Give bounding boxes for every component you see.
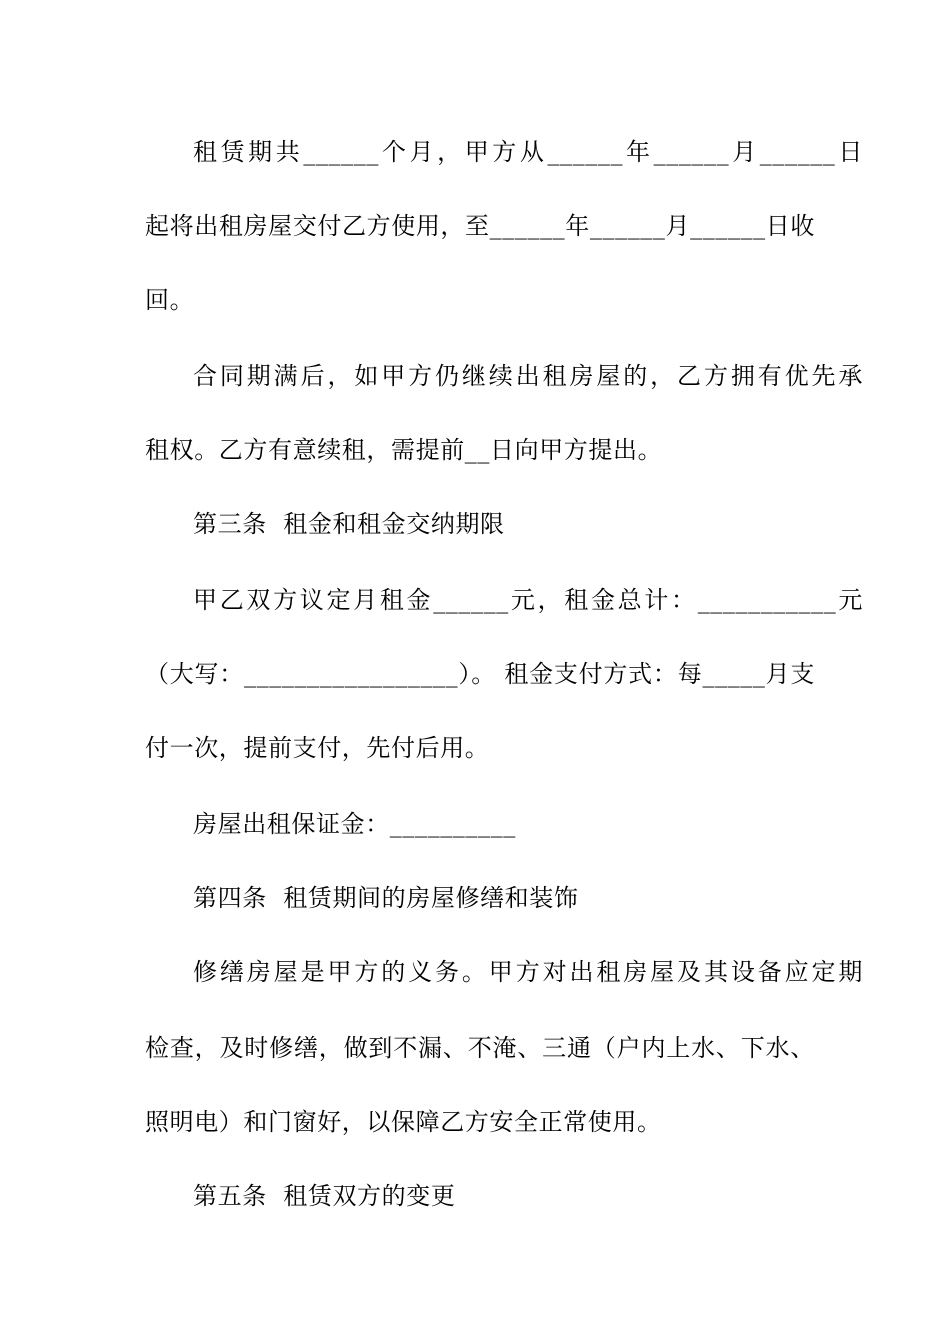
- paragraph-line-inspection: 检查，及时修缮，做到不漏、不淹、三通（户内上水、下水、: [145, 1034, 815, 1062]
- paragraph-line-deposit: 房屋出租保证金：__________: [193, 810, 516, 838]
- paragraph-line-payment-method: 付一次，提前支付，先付后用。: [145, 734, 490, 762]
- paragraph-line-handover: 起将出租房屋交付乙方使用，至______年______月______日收: [145, 212, 815, 240]
- paragraph-line-repair-duty: 修缮房屋是甲方的义务。甲方对出租房屋及其设备应定期: [193, 958, 863, 986]
- paragraph-line-lease-term: 租赁期共______个月，甲方从______年______月______日: [193, 138, 863, 166]
- section-heading-article-4: 第四条 租赁期间的房屋修缮和装饰: [193, 884, 579, 912]
- paragraph-line-return: 回。: [145, 286, 195, 314]
- paragraph-line-monthly-rent: 甲乙双方议定月租金______元，租金总计：___________元: [193, 586, 863, 614]
- paragraph-line-rent-capitalized: （大写：_________________）。 租金支付方式：每_____月支: [145, 660, 815, 688]
- paragraph-line-renewal-notice: 租权。乙方有意续租，需提前__日向甲方提出。: [145, 436, 663, 464]
- paragraph-line-renewal: 合同期满后，如甲方仍继续出租房屋的，乙方拥有优先承: [193, 362, 863, 390]
- section-heading-article-5: 第五条 租赁双方的变更: [193, 1182, 456, 1210]
- section-heading-article-3: 第三条 租金和租金交纳期限: [193, 510, 505, 538]
- paragraph-line-safe-use: 照明电）和门窗好，以保障乙方安全正常使用。: [145, 1108, 662, 1136]
